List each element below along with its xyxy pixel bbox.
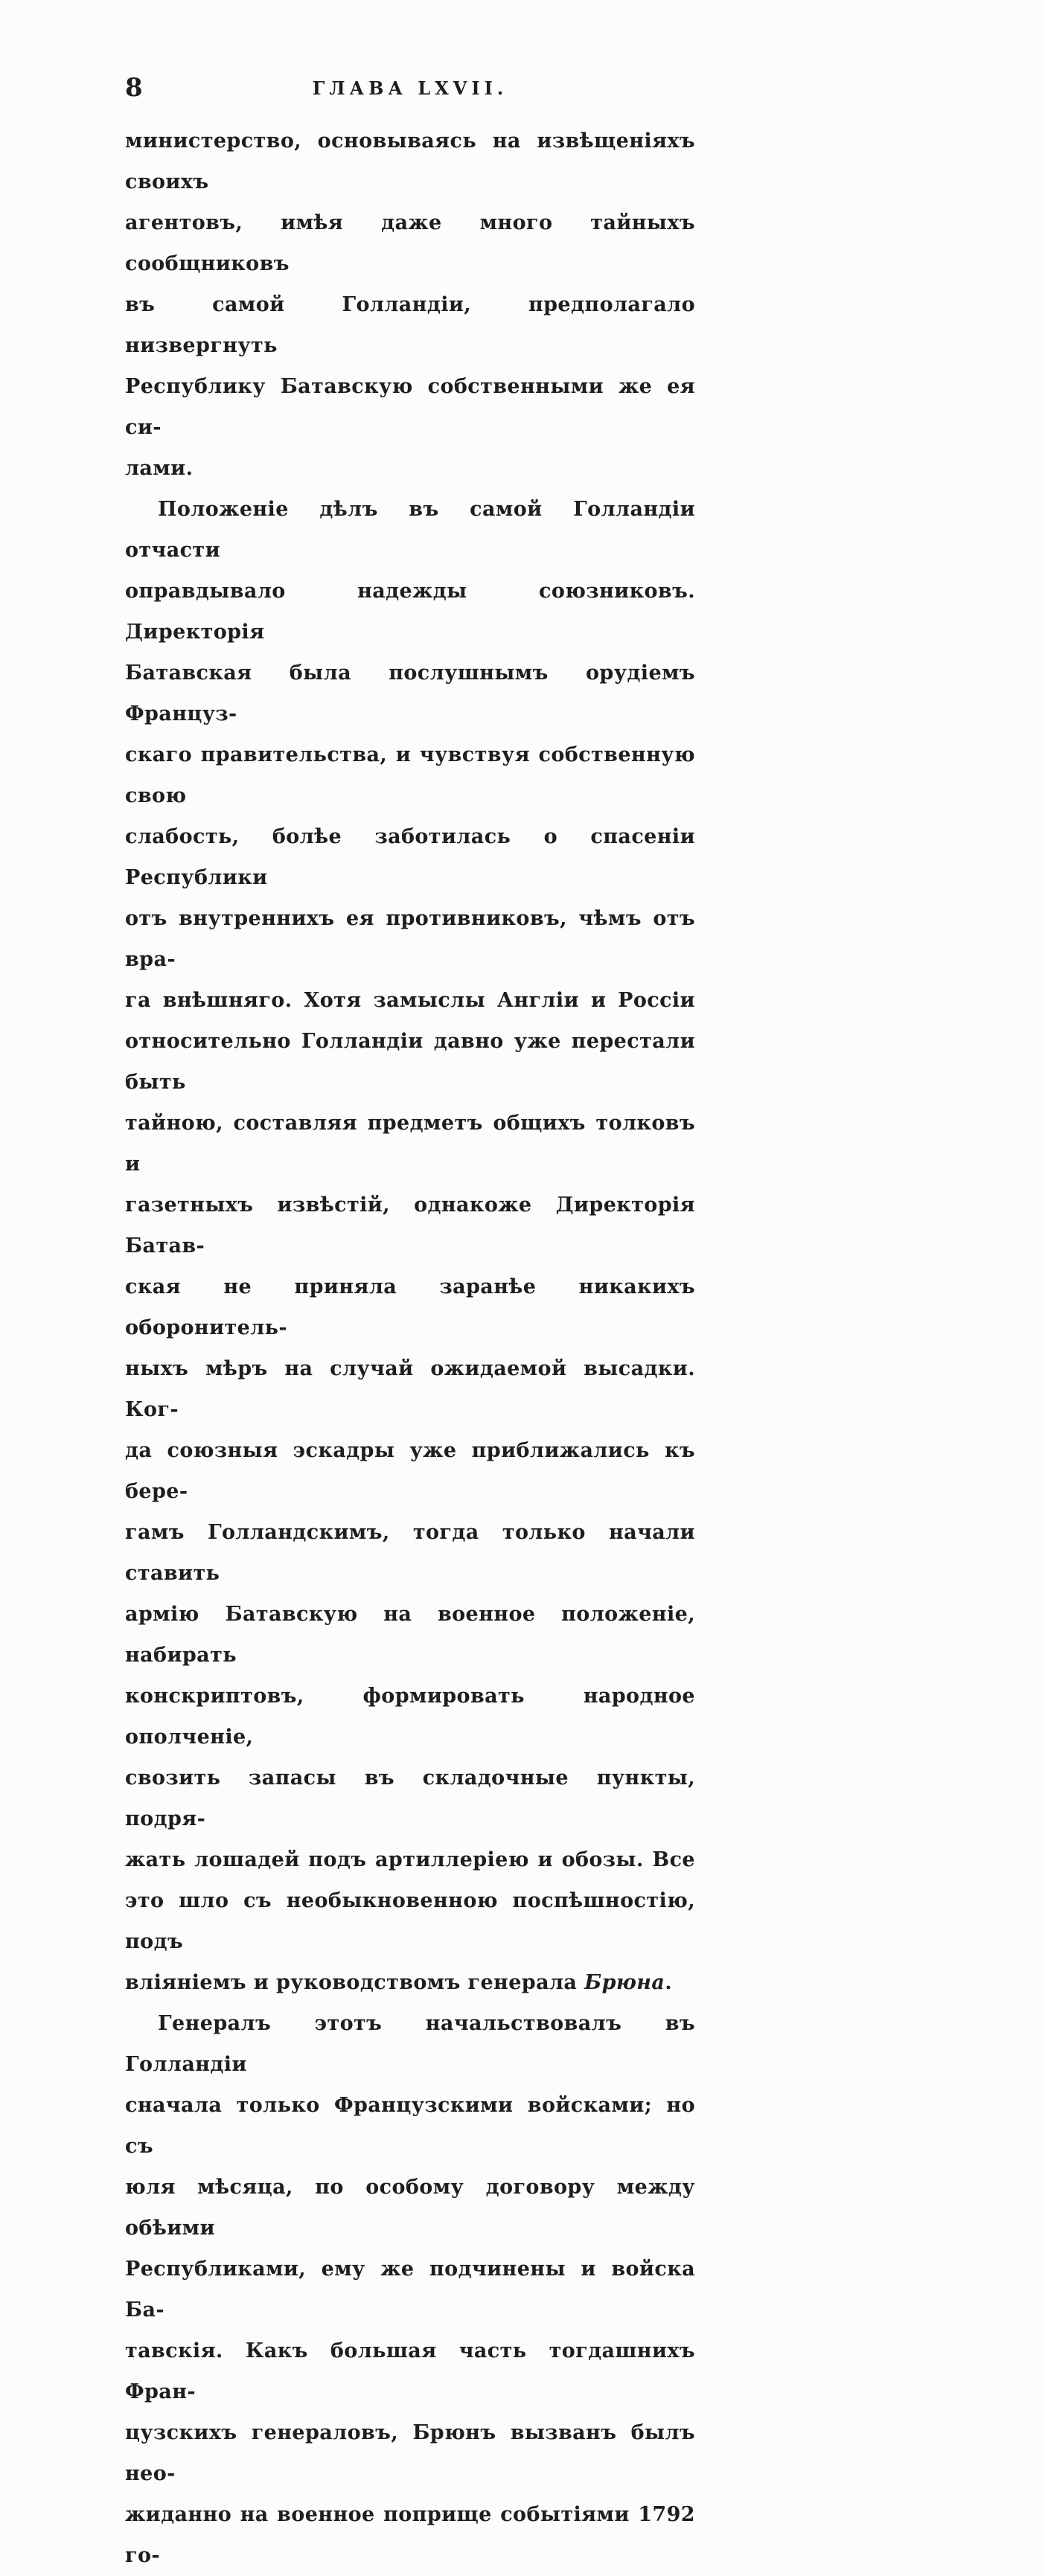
text-line: свозить запасы въ складочные пункты, подря- <box>125 1766 695 1830</box>
line-text: вліяніемъ и руководствомъ генерала <box>125 1971 585 1994</box>
text-line: относительно Голландіи давно уже перестали быть <box>125 1030 695 1094</box>
text-line: Положеніе дѣлъ въ самой Голландіи отчасти <box>125 498 695 562</box>
text-block <box>125 71 695 2576</box>
text-line: это шло съ необыкновенною поспѣшностію, подъ <box>125 1889 695 1953</box>
text-line: армію Батавскую на военное положеніе, набирать <box>125 1603 695 1667</box>
text-line: жиданно на военное поприще событіями 1792 го- <box>125 2503 695 2567</box>
paragraph-3 <box>125 2003 695 2576</box>
text-line: жать лошадей подъ артиллеріею и обозы. Все <box>125 1848 695 1871</box>
text-line: отъ внутреннихъ ея противниковъ, чѣмъ отъ вра- <box>125 907 695 971</box>
text-line: сначала только Французскими войсками; но съ <box>125 2094 695 2158</box>
text-line: Генералъ этотъ начальствовалъ въ Голландіи <box>125 2012 695 2076</box>
chapter-title: ГЛАВА LXVII. <box>312 77 508 99</box>
text-line: тайною, составляя предметъ общихъ толковъ и <box>125 1112 695 1176</box>
text-line: тавскія. Какъ большая часть тогдашнихъ Фран- <box>125 2339 695 2403</box>
text-line: гамъ Голландскимъ, тогда только начали ставить <box>125 1521 695 1585</box>
text-line: ская не приняла заранѣе никакихъ оборонитель- <box>125 1275 695 1339</box>
text-line: министерство, основываясь на извѣщеніяхъ своихъ <box>125 129 695 193</box>
text-line: лами. <box>125 457 194 480</box>
emphasized-name: Брюна <box>584 1971 665 1994</box>
paragraph-2 <box>125 489 695 2003</box>
text-line: га внѣшняго. Хотя замыслы Англіи и Россіи <box>125 989 695 1012</box>
text-line: цузскихъ генераловъ, Брюнъ вызванъ былъ нео- <box>125 2421 695 2485</box>
text-line: Республиками, ему же подчинены и войска Ба- <box>125 2258 695 2322</box>
text-line: скаго правительства, и чувствуя собственную свою <box>125 743 695 807</box>
text-line: въ самой Голландіи, предполагало низвергнуть <box>125 293 695 357</box>
text-line <box>125 1962 695 2003</box>
text-line: оправдывало надежды союзниковъ. Директорія <box>125 580 695 644</box>
text-line: ныхъ мѣръ на случай ожидаемой высадки. Ког- <box>125 1357 695 1421</box>
text-line: газетныхъ извѣстій, однакоже Директорія Батав- <box>125 1194 695 1257</box>
page-number: 8 <box>125 73 144 103</box>
text-line: конскриптовъ, формировать народное ополченіе, <box>125 1685 695 1749</box>
paragraph-1 <box>125 121 695 489</box>
text-line: агентовъ, имѣя даже много тайныхъ сообщниковъ <box>125 211 695 275</box>
line-text: . <box>665 1971 673 1994</box>
text-line: Республику Батавскую собственными же ея си- <box>125 375 695 439</box>
text-line: юля мѣсяца, по особому договору между обѣими <box>125 2176 695 2240</box>
page-header <box>125 71 695 121</box>
text-line: да союзныя эскадры уже приближались къ бере- <box>125 1439 695 1503</box>
text-line: Батавская была послушнымъ орудіемъ Француз- <box>125 661 695 725</box>
text-line: слабость, болѣе заботилась о спасеніи Республики <box>125 825 695 889</box>
